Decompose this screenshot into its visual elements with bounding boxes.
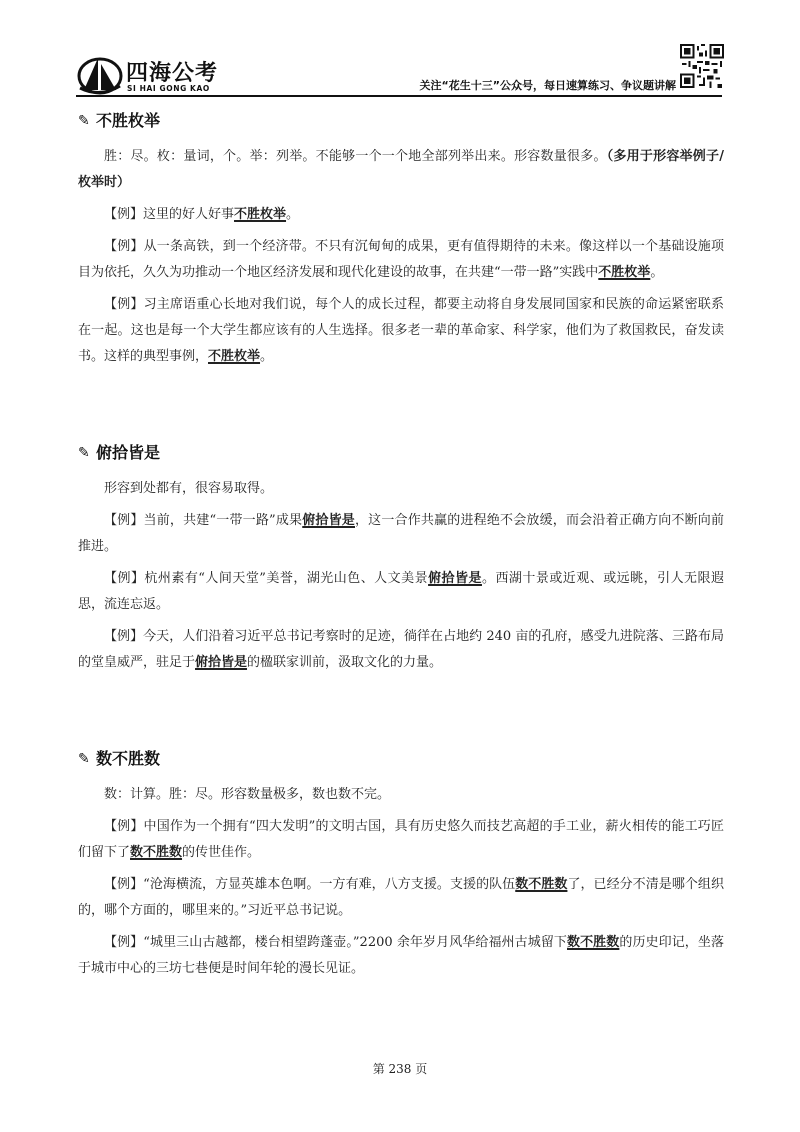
example-term: 数不胜数 [130,845,183,860]
idiom-title-text: 不胜枚举 [96,111,161,130]
example-term: 俯拾皆是 [302,513,355,528]
example-sentence [78,292,724,370]
example-sentence [78,814,724,866]
example-after: ，这一合作共赢的进程绝不会放缓，而会沿着正确方向不断向前推进。 [78,513,724,554]
example-term: 俯拾皆是 [428,571,482,586]
idiom-title [78,440,724,466]
example-before: 【例】这里的好人好事 [104,207,235,222]
page-number: 第 238 页 [372,1062,428,1076]
header-slogan: 关注“花生十三”公众号，每日速算练习、争议题讲解 [419,79,676,92]
usage-note: （多用于形容举例子/枚举时） [78,149,724,190]
pencil-icon: ✎ [78,113,90,129]
example-after: 。 [260,349,274,364]
definition-text: 数：计算。胜：尽。形容数量极多，数也数不完。 [104,787,391,802]
example-sentence [78,202,724,228]
idiom-title-text: 数不胜数 [96,749,161,768]
example-sentence [78,234,724,286]
pencil-icon: ✎ [78,445,90,461]
example-before: 【例】今天，人们沿着习近平总书记考察时的足迹，徜徉在占地约 240 亩的孔府，感受九进院落、三路布局的堂皇威严，驻足于 [78,629,724,670]
example-after: 。 [650,265,664,280]
idiom-definition [78,476,724,502]
page-content [78,108,724,1052]
idiom-title [78,746,724,772]
example-sentence [78,508,724,560]
brand-subtitle: SI HAI GONG KAO [127,84,210,93]
example-sentence [78,872,724,924]
example-sentence [78,624,724,676]
idiom-section [78,108,724,370]
example-after: 的历史印记，坐落于城市中心的三坊七巷便是时间年轮的漫长见证。 [78,935,724,976]
example-term: 数不胜数 [567,935,620,950]
example-after: 的楹联家训前，汲取文化的力量。 [247,655,443,670]
definition-text: 胜：尽。枚：量词，个。举：列举。不能够一个一个地全部列举出来。形容数量很多。 [104,149,607,164]
header-divider [76,95,722,97]
example-after: 了，已经分不清是哪个组织的，哪个方面的，哪里来的。”习近平总书记说。 [78,877,724,918]
example-term: 数不胜数 [515,877,568,892]
example-term: 不胜枚举 [598,265,651,280]
example-before: 【例】当前，共建“一带一路”成果 [104,513,303,528]
idiom-title [78,108,724,134]
idiom-definition [78,144,724,196]
sihai-logo-icon [76,52,124,96]
example-before: 【例】中国作为一个拥有“四大发明”的文明古国，具有历史悠久而技艺高超的手工业，薪火相传的能工巧匠们留下了 [78,819,724,860]
example-term: 俯拾皆是 [195,655,248,670]
pencil-icon: ✎ [78,751,90,767]
qr-code-icon [680,44,724,88]
idiom-title-text: 俯拾皆是 [96,443,161,462]
example-before: 【例】从一条高铁，到一个经济带。不只有沉甸甸的成果，更有值得期待的未来。像这样以一个基础设施项目为依托，久久为功推动一个地区经济发展和现代化建设的故事，在共建“一带一路”实践中 [78,239,724,280]
idiom-definition [78,782,724,808]
example-term: 不胜枚举 [234,207,287,222]
definition-text: 形容到处都有，很容易取得。 [104,481,274,496]
example-before: 【例】“城里三山古越都，楼台相望跨蓬壶。”2200 余年岁月风华给福州古城留下 [104,935,567,950]
brand-name: 四海公考 [126,61,219,86]
page-header [0,0,800,100]
idiom-section [78,746,724,982]
example-before: 【例】杭州素有“人间天堂”美誉，湖光山色、人文美景 [104,571,429,586]
example-sentence [78,930,724,982]
idiom-section [78,440,724,676]
example-term: 不胜枚举 [208,349,261,364]
example-after: 。西湖十景或近观、或远眺，引人无限遐思，流连忘返。 [78,571,724,612]
example-after: 。 [286,207,300,222]
example-before: 【例】“沧海横流，方显英雄本色啊。一方有难，八方支援。支援的队伍 [104,877,516,892]
example-after: 的传世佳作。 [182,845,261,860]
example-sentence [78,566,724,618]
example-before: 【例】习主席语重心长地对我们说，每个人的成长过程，都要主动将自身发展同国家和民族的命运紧密联系在一起。这也是每一个大学生都应该有的人生选择。很多老一辈的革命家、科学家，他们为了救国救民，奋发读书。这样的典型事例， [78,297,724,364]
